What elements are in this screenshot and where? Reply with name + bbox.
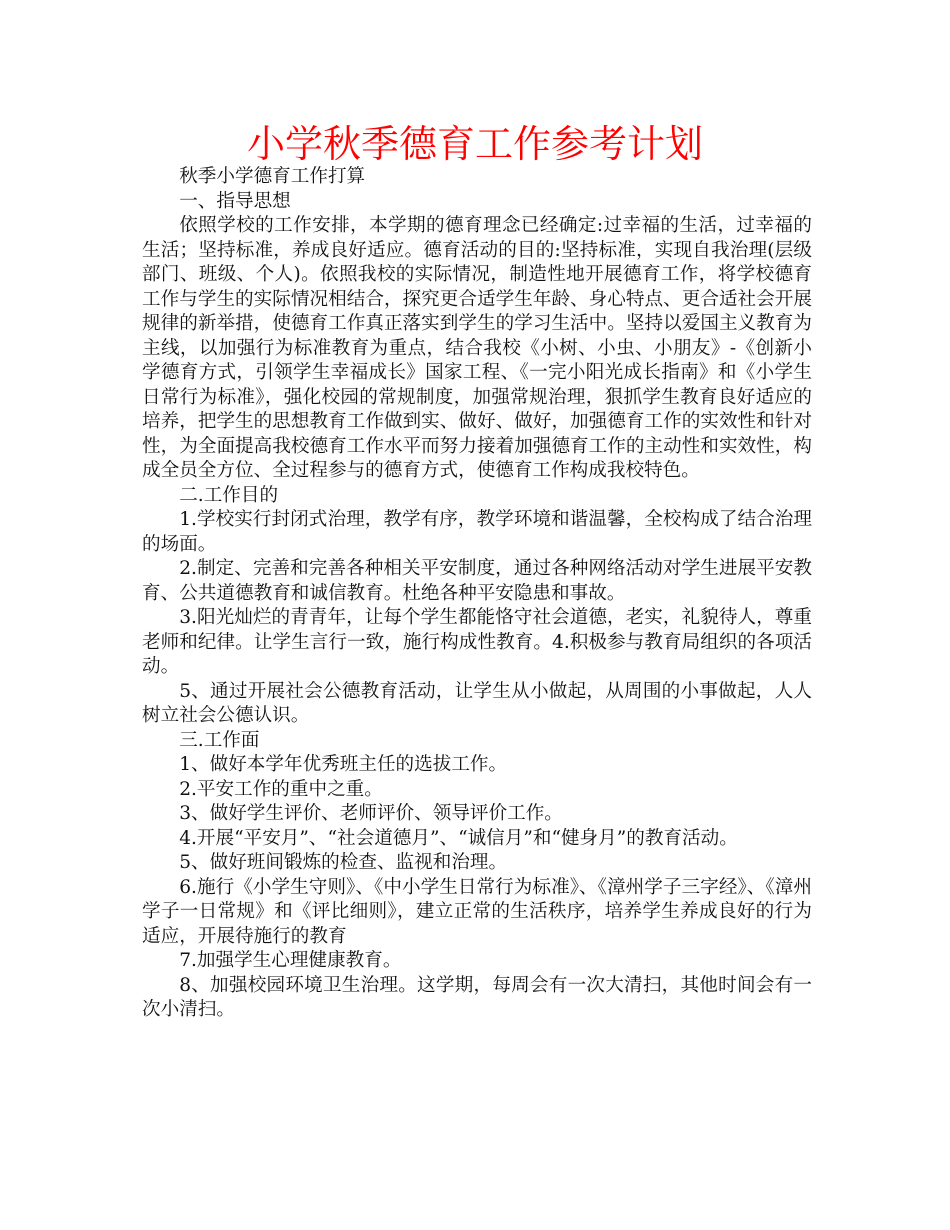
work-item-8: 8、加强校园环境卫生治理。这学期，每周会有一次大清扫，其他时间会有一次小清扫。	[142, 974, 812, 1020]
document-body	[142, 165, 812, 1023]
goal-item-3-4: 3.阳光灿烂的青青年，让每个学生都能恪守社会道德，老实，礼貌待人，尊重老师和纪律。让学生言行一致，施行构成性教育。4.积极参与教育局组织的各项活动。	[142, 607, 812, 677]
work-item-2: 2.平安工作的重中之重。	[179, 778, 383, 800]
goal-item-1: 1.学校实行封闭式治理，教学有序，教学环境和谐温馨，全校构成了结合治理的场面。	[142, 509, 812, 555]
work-item-7: 7.加强学生心理健康教育。	[179, 950, 402, 971]
document-title: 小学秋季德育工作参考计划	[246, 122, 703, 166]
section-heading-guiding-ideology: 一、指导思想	[179, 190, 291, 212]
work-item-1: 1、做好本学年优秀班主任的选拔工作。	[179, 754, 508, 775]
paragraph-guiding-ideology: 依照学校的工作安排，本学期的德育理念已经确定:过幸福的生活，过幸福的生活；坚持标准，养成良好适应。德育活动的目的:坚持标准，实现自我治理(层级部门、班级、个人)。依照我校的实际情况，制造性地开展德育工作，将学校德育工作与学生的实际情况相结合，探究更合适学生年龄、身心特点、更合适社会开展规律的新举措，使德育工作真正落实到学生的学习生活中。坚持以爱国主义教育为主线，以加强行为标准教育为重点，结合我校《小树、小虫、小朋友》-《创新小学德育方式，引领学生幸福成长》国家工程、《一完小阳光成长指南》和《小学生日常行为标准》，强化校园的常规制度，加强常规治理，狠抓学生教育良好适应的培养，把学生的思想教育工作做到实、做好、做好，加强德育工作的实效性和针对性，为全面提高我校德育工作水平而努力接着加强德育工作的主动性和实效性，构成全员全方位、全过程参与的德育方式，使德育工作构成我校特色。	[142, 215, 812, 481]
work-item-5: 5、做好班间锻炼的检查、监视和治理。	[179, 852, 508, 873]
goal-item-2: 2.制定、完善和完善各种相关平安制度，通过各种网络活动对学生进展平安教育、公共道德教育和诚信教育。杜绝各种平安隐患和事故。	[142, 558, 812, 604]
work-item-3: 3、做好学生评价、老师评价、领导评价工作。	[179, 803, 563, 824]
work-item-6: 6.施行《小学生守则》、《中小学生日常行为标准》、《漳州学子三字经》、《漳州学子一日常规》和《评比细则》，建立正常的生活秩序，培养学生养成良好的行为适应，开展待施行的教育	[142, 876, 812, 947]
section-heading-work-goals: 二.工作目的	[179, 484, 279, 506]
subtitle-paragraph: 秋季小学德育工作打算	[179, 166, 366, 187]
work-item-4: 4.开展“平安月”、“社会道德月”、“诚信月”和“健身月”的教育活动。	[179, 827, 738, 849]
section-heading-work-areas: 三.工作面	[179, 729, 260, 751]
goal-item-5: 5、通过开展社会公德教育活动，让学生从小做起，从周围的小事做起，人人树立社会公德认识。	[142, 680, 812, 726]
